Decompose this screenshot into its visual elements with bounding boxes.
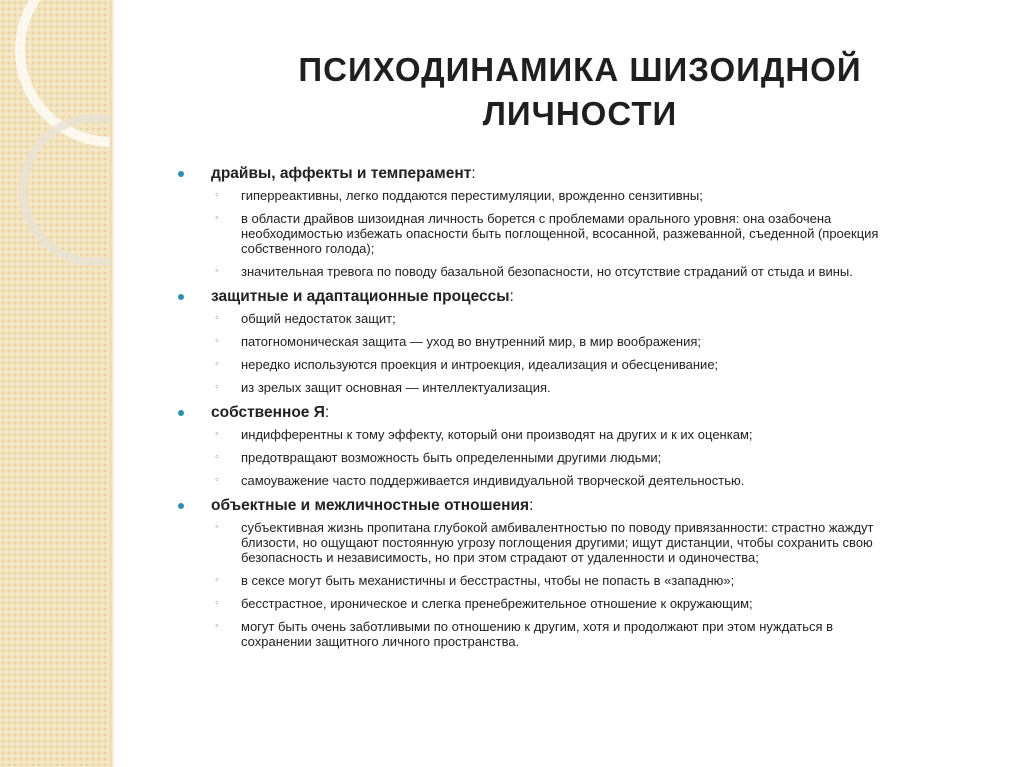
- slide-title: [180, 48, 980, 136]
- section-2: [178, 403, 978, 488]
- list-item-line: близости, но ощущают постоянную угрозу поглощения другими; ищут дистанции, чтобы сохранить свою: [241, 535, 873, 550]
- list-item-text: [241, 427, 978, 442]
- hollow-circle-bullet-icon: ◦: [215, 312, 219, 324]
- decorative-side-band: [0, 0, 112, 767]
- filled-circle-bullet-icon: [178, 171, 184, 177]
- hollow-circle-bullet-icon: ◦: [215, 428, 219, 440]
- section-heading: [178, 403, 978, 423]
- list-item-line: патогномоническая защита — уход во внутренний мир, в мир воображения;: [241, 334, 701, 349]
- section-heading-colon: :: [529, 497, 534, 514]
- list-item: [178, 450, 978, 465]
- sub-list: [178, 520, 978, 649]
- list-item-line: из зрелых защит основная — интеллектуализация.: [241, 380, 551, 395]
- section-0: [178, 164, 978, 279]
- hollow-circle-bullet-icon: ◦: [215, 381, 219, 393]
- list-item-line: субъективная жизнь пропитана глубокой амбивалентностью по поводу привязанности: страстно жаждут: [241, 520, 874, 535]
- list-item-text: [241, 264, 978, 279]
- list-item-line: нередко используются проекция и интроекция, идеализация и обесценивание;: [241, 357, 719, 372]
- hollow-circle-bullet-icon: ◦: [215, 521, 219, 533]
- list-item: [178, 520, 978, 565]
- list-item-line: общий недостаток защит;: [241, 311, 396, 326]
- section-heading-text: защитные и адаптационные процессы: [211, 288, 510, 305]
- section-heading-text: собственное Я: [211, 404, 325, 421]
- list-item-line: гиперреактивны, легко поддаются перестимуляции, врожденно сензитивны;: [241, 188, 703, 203]
- list-item: [178, 211, 978, 256]
- list-item-text: [241, 473, 978, 488]
- list-item-line: предотвращают возможность быть определенными другими людьми;: [241, 450, 662, 465]
- slide-title-line-1: ПСИХОДИНАМИКА ШИЗОИДНОЙ: [298, 51, 862, 88]
- hollow-circle-bullet-icon: ◦: [215, 597, 219, 609]
- list-item-text: [241, 596, 978, 611]
- list-item-line: необходимостью избежать опасности быть поглощенной, всосанной, разжеванной, съеденной (проекция: [241, 226, 879, 241]
- hollow-circle-bullet-icon: ◦: [215, 358, 219, 370]
- list-item-text: [241, 380, 978, 395]
- list-item: [178, 380, 978, 395]
- filled-circle-bullet-icon: [178, 410, 184, 416]
- list-item-text: [241, 334, 978, 349]
- hollow-circle-bullet-icon: ◦: [215, 265, 219, 277]
- list-item: [178, 188, 978, 203]
- hollow-circle-bullet-icon: ◦: [215, 451, 219, 463]
- sub-list: [178, 188, 978, 279]
- filled-circle-bullet-icon: [178, 294, 184, 300]
- list-item-line: собственного голода);: [241, 241, 375, 256]
- list-item: [178, 427, 978, 442]
- section-heading-text: драйвы, аффекты и темперамент: [211, 165, 472, 182]
- list-item-text: [241, 211, 978, 256]
- list-item: [178, 619, 978, 649]
- hollow-circle-bullet-icon: ◦: [215, 335, 219, 347]
- bullet-content: [178, 160, 978, 657]
- list-item-text: [241, 188, 978, 203]
- list-item-text: [241, 450, 978, 465]
- list-item: [178, 357, 978, 372]
- list-item-text: [241, 357, 978, 372]
- hollow-circle-bullet-icon: ◦: [215, 620, 219, 632]
- section-heading: [178, 164, 978, 184]
- filled-circle-bullet-icon: [178, 503, 184, 509]
- list-item-line: индифферентны к тому эффекту, который они производят на других и к их оценкам;: [241, 427, 753, 442]
- list-item-text: [241, 311, 978, 326]
- side-band-edge: [110, 0, 114, 767]
- list-item: [178, 311, 978, 326]
- section-1: [178, 287, 978, 395]
- list-item-line: сохранении защитного личного пространства.: [241, 634, 520, 649]
- section-heading-colon: :: [471, 165, 476, 182]
- list-item: [178, 596, 978, 611]
- hollow-circle-bullet-icon: ◦: [215, 474, 219, 486]
- list-item: [178, 334, 978, 349]
- list-item: [178, 264, 978, 279]
- slide-title-line-2: ЛИЧНОСТИ: [482, 95, 678, 132]
- section-heading: [178, 287, 978, 307]
- section-heading: [178, 496, 978, 516]
- list-item-line: значительная тревога по поводу базальной безопасности, но отсутствие страданий от стыда и вины.: [241, 264, 853, 279]
- list-item-line: самоуважение часто поддерживается индивидуальной творческой деятельностью.: [241, 473, 745, 488]
- sub-list: [178, 311, 978, 395]
- hollow-circle-bullet-icon: ◦: [215, 189, 219, 201]
- list-item-line: безопасность и независимость, но при этом страдают от удаленности и одиночества;: [241, 550, 759, 565]
- hollow-circle-bullet-icon: ◦: [215, 212, 219, 224]
- decorative-circles: [0, 0, 112, 767]
- list-item-line: бесстрастное, ироническое и слегка пренебрежительное отношение к окружающим;: [241, 596, 753, 611]
- hollow-circle-bullet-icon: ◦: [215, 574, 219, 586]
- list-item: [178, 573, 978, 588]
- list-item-text: [241, 573, 978, 588]
- section-3: [178, 496, 978, 649]
- sub-list: [178, 427, 978, 488]
- list-item-line: могут быть очень заботливыми по отношению к другим, хотя и продолжают при этом нуждаться в: [241, 619, 834, 634]
- list-item: [178, 473, 978, 488]
- section-heading-colon: :: [324, 404, 330, 421]
- list-item-text: [241, 619, 978, 649]
- section-heading-text: объектные и межличностные отношения: [211, 497, 530, 514]
- section-heading-colon: :: [509, 288, 514, 305]
- list-item-line: в сексе могут быть механистичны и бесстрастны, чтобы не попасть в «западню»;: [241, 573, 735, 588]
- list-item-line: в области драйвов шизоидная личность борется с проблемами орального уровня: она озабочена: [241, 211, 832, 226]
- list-item-text: [241, 520, 978, 565]
